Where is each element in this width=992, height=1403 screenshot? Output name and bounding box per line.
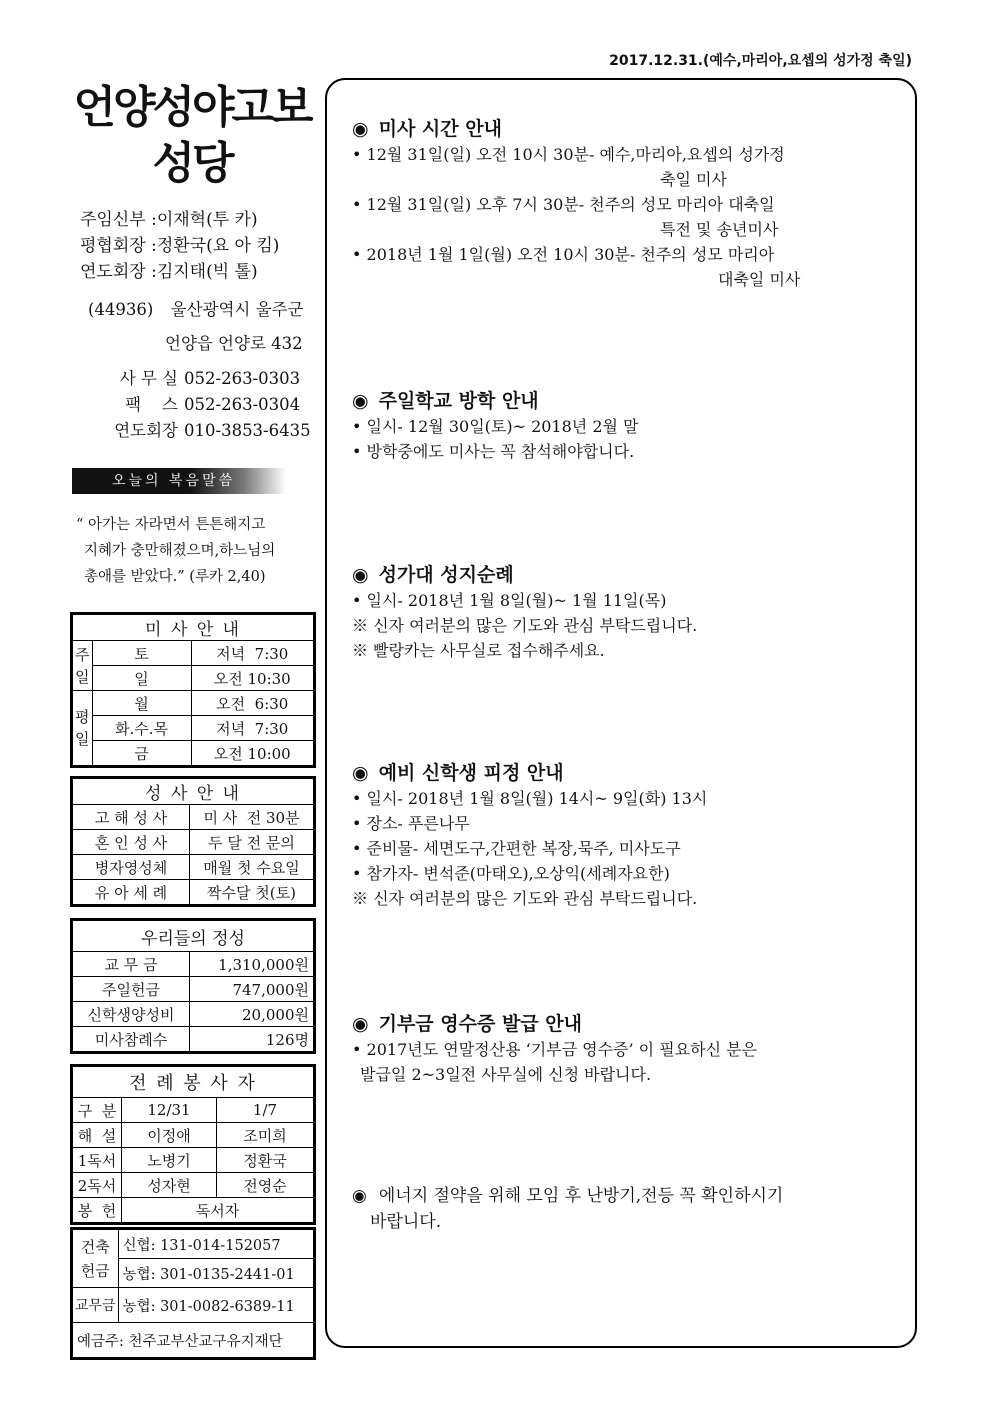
contact-row: 팩 스 052-263-0304 [125, 395, 301, 414]
staff-row: 주임신부 :이재혁(투 카) [80, 210, 258, 230]
building-account-2: 농협: 301-0135-2441-01 [118, 1259, 313, 1288]
contact-row: 연도회장 010-3853-6435 [114, 421, 311, 440]
table-row: 교 무 금 1,310,000원 [73, 952, 314, 977]
tithe-label: 교무금 [73, 1288, 119, 1323]
table-row: 미사참례수 126명 [73, 1027, 314, 1052]
notice-sunday-school: ◉ 주일학교 방학 안내 • 일시- 12월 30일(토)~ 2018년 2월 말 • 방학중에도 미사는 꼭 참석해야합니다. [352, 388, 912, 464]
table-row [73, 1288, 314, 1323]
notice-mass-times: ◉ 미사 시간 안내 • 12월 31일(일) 오전 10시 30분- 예수,마리아,요셉의 성가정 축일 미사 • 12월 31일(일) 오후 7시 30분- 천주의 성모 마리아 대축일 특전 및 송년미사 • 2018년 1월 1일(월) 오전 10시 30분- 천주의 성모 마리아 대축일 미사 [352, 116, 912, 292]
gospel-verse: “ 아가는 자라면서 튼튼해지고 지혜가 충만해졌으며,하느님의 총애를 받았다.” (루카 2,40) [76, 517, 276, 585]
gospel-heading: 오늘의 복음말씀 [72, 468, 286, 494]
address-line2: 언양읍 언양로 432 [165, 334, 303, 353]
notice-title: ◉ 주일학교 방학 안내 [352, 390, 539, 412]
table-row [73, 1230, 314, 1259]
parish-name [72, 80, 312, 192]
date-line: 2017.12.31.(예수,마리아,요셉의 성가정 축일) [609, 53, 912, 69]
mass-table-title: 미 사 안 내 [73, 615, 314, 641]
table-row: 화.수.목 저녁 7:30 [73, 716, 314, 741]
sunday-label: 주일 [73, 641, 93, 691]
address-postcode: (44936) 울산광역시 울주군 [88, 300, 304, 319]
table-row [73, 1323, 314, 1358]
table-row: 봉 헌 독서자 [73, 1198, 314, 1223]
table-row: 2독서 성자현 전영순 [73, 1173, 314, 1198]
notice-title: ◉ 성가대 성지순례 [352, 564, 514, 586]
staff-row: 평협회장 :정환국(요 아 킴) [80, 236, 280, 256]
building-account-1: 신협: 131-014-152057 [118, 1230, 313, 1259]
parish-name-line1: 언양성야고보 [73, 82, 311, 133]
table-row: 주일헌금 747,000원 [73, 977, 314, 1002]
contact-list [100, 366, 311, 444]
offerings-table [70, 918, 316, 1054]
servers-title: 전 례 봉 사 자 [73, 1067, 314, 1098]
notice-energy-saving: ◉ 에너지 절약을 위해 모임 후 난방기,전등 꼭 확인하시기 바랍니다. [352, 1186, 784, 1232]
parish-name-line2: 성당 [152, 138, 232, 189]
table-row: 신학생양성비 20,000원 [73, 1002, 314, 1027]
sacraments-table [70, 776, 316, 907]
sacraments-title: 성 사 안 내 [73, 779, 314, 805]
table-row: 유 아 세 례 짝수달 첫(토) [73, 880, 314, 905]
table-row: 평일 월 오전 6:30 [73, 691, 314, 716]
table-row: 해 설 이정애 조미희 [73, 1123, 314, 1148]
table-row: 일 오전 10:30 [73, 666, 314, 691]
table-row: 금 오전 10:00 [73, 741, 314, 766]
table-row: 주일 토 저녁 7:30 [73, 641, 314, 666]
staff-row: 연도회장 :김지태(빅 톨) [80, 262, 258, 282]
notice-seminarian-retreat: ◉ 예비 신학생 피정 안내 • 일시- 2018년 1월 8일(월) 14시~ 9일(화) 13시 • 장소- 푸른나무 • 준비물- 세면도구,간편한 복장,묵주, 미사도구 • 참가자- 변석준(마태오),오상익(세례자요한) ※ 신자 여러분의 많은 기도와 관심 부탁드립니다. [352, 760, 912, 911]
weekday-label: 평일 [73, 691, 93, 766]
table-row: 고 해 성 사 미 사 전 30분 [73, 805, 314, 830]
notice-title: ◉ 예비 신학생 피정 안내 [352, 762, 564, 784]
accounts-table [70, 1227, 316, 1360]
tithe-account: 농협: 301-0082-6389-11 [118, 1288, 313, 1323]
building-fund-label: 건축헌금 [73, 1230, 119, 1288]
notice-title: ◉ 미사 시간 안내 [352, 118, 502, 140]
contact-row: 사 무 실 052-263-0303 [119, 369, 301, 388]
table-row: 혼 인 성 사 두 달 전 문의 [73, 830, 314, 855]
notice-title: ◉ 기부금 영수증 발급 안내 [352, 1013, 582, 1035]
mass-schedule-table [70, 612, 316, 768]
table-row: 구 분 12/31 1/7 [73, 1098, 314, 1123]
offerings-title: 우리들의 정성 [73, 921, 314, 952]
notice-choir-pilgrimage: ◉ 성가대 성지순례 • 일시- 2018년 1월 8일(월)~ 1월 11일(목) ※ 신자 여러분의 많은 기도와 관심 부탁드립니다. ※ 빨랑카는 사무실로 접수해주세요. [352, 562, 912, 663]
staff-list [80, 207, 279, 285]
liturgy-servers-table [70, 1064, 316, 1225]
table-row: 병자영성체 매월 첫 수요일 [73, 855, 314, 880]
notice-donation-receipt: ◉ 기부금 영수증 발급 안내 • 2017년도 연말정산용 ‘기부금 영수증’ 이 필요하신 분은 발급일 2~3일전 사무실에 신청 바랍니다. [352, 1011, 912, 1087]
table-row: 1독서 노병기 정환국 [73, 1148, 314, 1173]
account-holder: 예금주: 천주교부산교구유지재단 [73, 1323, 314, 1358]
address-line1: 울산광역시 울주군 [170, 300, 304, 319]
